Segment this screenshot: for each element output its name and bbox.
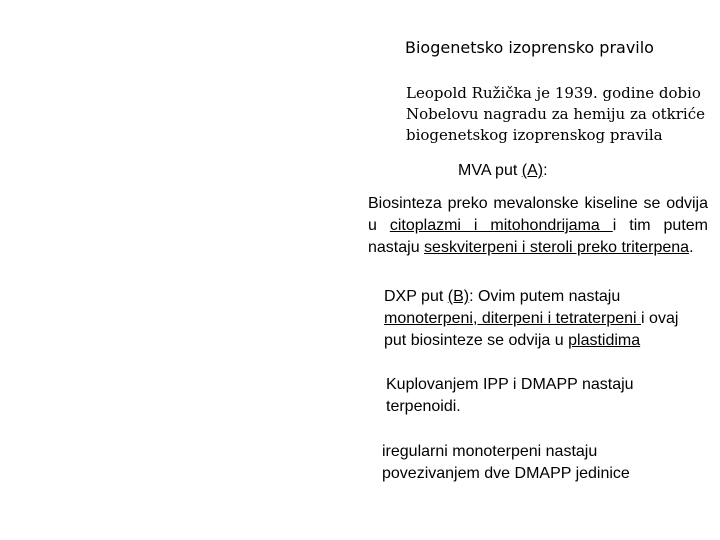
- dxp-products: monoterpeni, diterpeni i tetraterpeni: [384, 310, 642, 327]
- dxp-line-3: [384, 330, 716, 352]
- mva-text-3: .: [689, 239, 694, 256]
- intro-line: biogenetskog izoprenskog pravila: [406, 126, 663, 144]
- intro-line: Leopold Ružička je 1939. godine dobio: [406, 84, 701, 102]
- intro-line: Nobelovu nagradu za hemiju za otkriće: [406, 105, 705, 123]
- dxp-prefix: DXP put: [384, 288, 448, 305]
- intro-paragraph: [406, 83, 706, 146]
- irregular-paragraph: [382, 441, 702, 485]
- dxp-text-3: put biosinteze se odvija u: [384, 332, 569, 349]
- coupling-line: terpenoidi.: [386, 398, 461, 415]
- dxp-line-2: [384, 308, 716, 330]
- coupling-line: Kuplovanjem IPP i DMAPP nastaju: [386, 376, 634, 393]
- mva-prefix: MVA put: [458, 162, 522, 179]
- irregular-line: iregularni monoterpeni nastaju: [382, 443, 598, 460]
- dxp-label: (B): [447, 288, 470, 305]
- coupling-paragraph: [386, 374, 676, 418]
- mva-location: citoplazmi i mitohondrijama: [389, 217, 613, 234]
- irregular-line: povezivanjem dve DMAPP jedinice: [382, 465, 630, 482]
- mva-products: seskviterpeni i steroli preko triterpena: [424, 239, 690, 256]
- dxp-text-2: i ovaj: [641, 310, 679, 327]
- mva-text-2: i tim putem nastaju: [368, 217, 708, 256]
- dxp-line-1: [384, 286, 716, 308]
- mva-label: (A): [521, 162, 544, 179]
- slide-title: Biogenetsko izoprensko pravilo: [405, 38, 654, 57]
- dxp-text-1: : Ovim putem nastaju: [469, 288, 621, 305]
- mva-heading: [458, 160, 548, 182]
- dxp-description: [384, 286, 716, 352]
- mva-description: [368, 193, 708, 259]
- mva-text-1: Biosinteza preko mevalonske kiseline se odvija u: [368, 195, 708, 234]
- dxp-location: plastidima: [568, 332, 641, 349]
- mva-suffix: :: [543, 162, 548, 179]
